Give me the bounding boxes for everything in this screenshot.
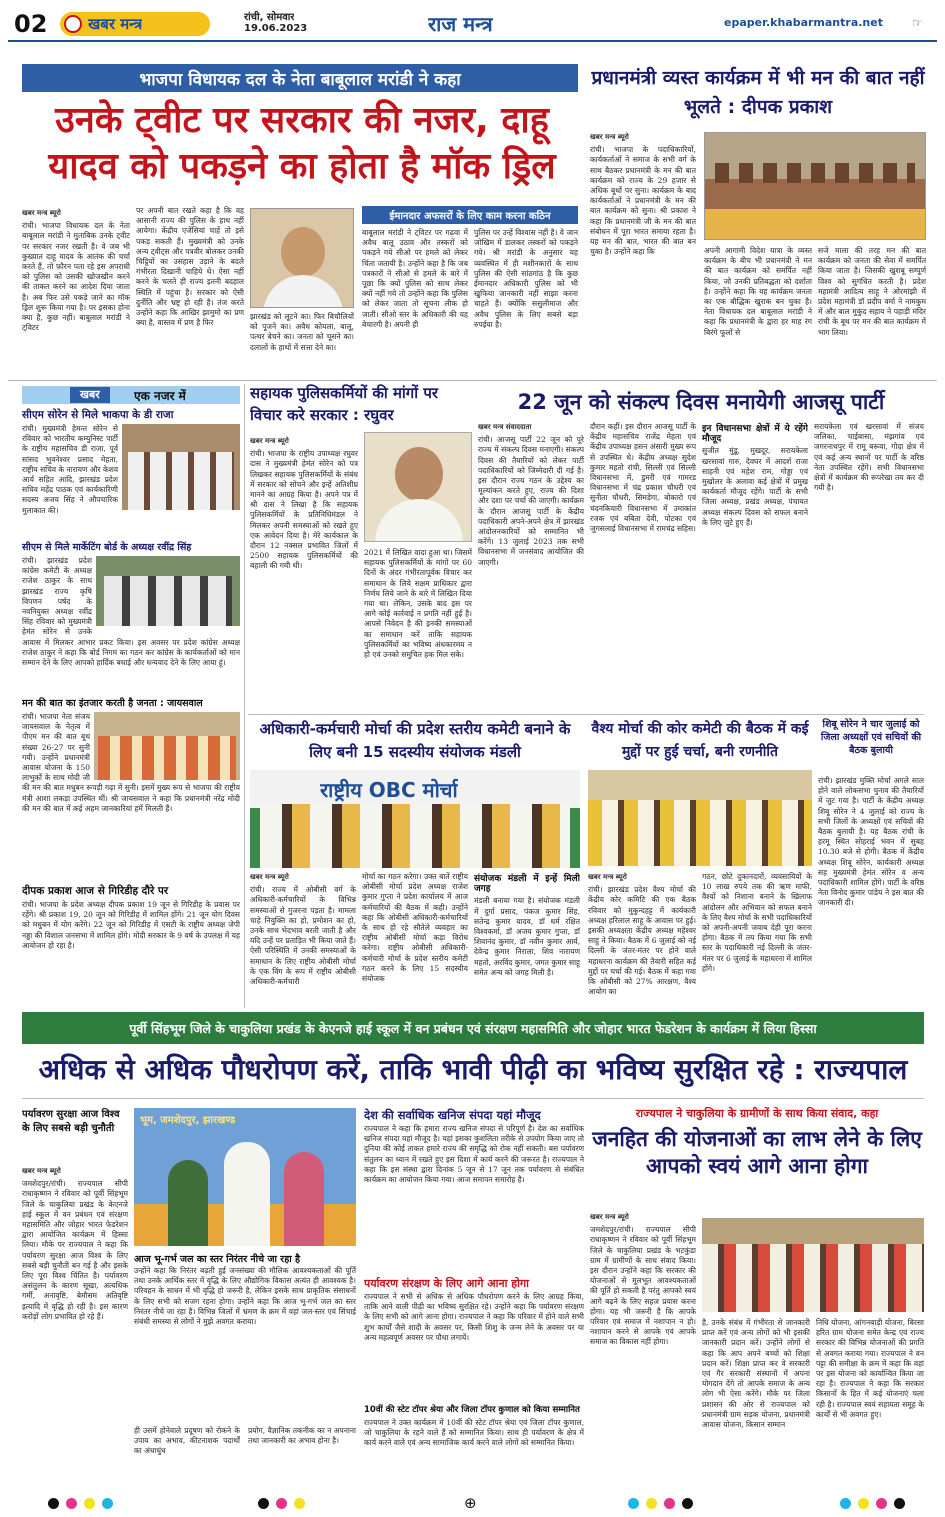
ek-nazar-item3-body <box>22 712 240 874</box>
reg-dot-yellow <box>84 1498 95 1509</box>
epaper-url[interactable]: epaper.khabarmantra.net <box>724 16 883 29</box>
masthead <box>8 6 937 42</box>
story8-sub1: आज भू-गर्भ जल का स्तर निरंतर नीचे जा रहा है <box>134 1254 301 1265</box>
ek-nazar-item4-head: दीपक प्रकाश आज से गिरिडीह दौरे पर <box>22 885 169 897</box>
story1-kicker: भाजपा विधायक दल के नेता बाबूलाल मरांडी ने कहा <box>22 64 578 92</box>
story1-body5: पुलिस पर उन्हें विश्वास नहीं है। वे जान जोखिम में डालकर तस्करों को पकड़ने गये। श्री मरांडी के अनुसार यह व्यवस्थित में ही मशीनकारों के साथ पुलिस की ऐसी सांठगांठ है कि कुछ ईमानदार अधिकारी पुलिस को भी खुफिया जानकारी नहीं साझा करना चाहते हैं। क्योंकि ससुलीमाज और अवैध पुलिस के लिए सबसे बड़ा रुपईया है। <box>474 228 578 329</box>
story5-col2 <box>362 872 468 1006</box>
story1-body2: पर अपनी बात रखते कहा है कि वह आसानी राज्य की पुलिस के हाथ नहीं आयेगा। केंद्रीय एजेंसियां चाहें तो इसे पकड़ सकती हैं। मुख्यमंत्री को उनके अन्य ट्वीट्स और पत्रवीर बोलकर उनकी चिट्ठियों का उसहास उड़ाने के बदले गंभीरता दिखानी चाहिये थे। ऐसा नहीं करने के चलते ही राज्य इतनी बदहाल स्थिति में पहुंचा है। सरकार को ऐसी दुर्नीति और भ्रष्ट्र हो रही है। तंज करते उन्होंने कहा कि आखिर झामुमो का प्रण क्या है, वास्तव में प्रण है फिर <box>136 206 244 328</box>
divider-left-col <box>244 384 245 1008</box>
story10-headline: जनहित की योजनाओं का लाभ लेने के लिए आपको स्वयं आगे आना होगा <box>592 1127 922 1178</box>
story5-body3: मंडली बनाया गया है। संयोजक मंडली में दुर्गा प्रसाद, पंकज कुमार सिंह, सतेन्द्र कुमार यादव, डॉ धर्म रक्षित विश्वकर्मा, डॉ अजय कुमार गुप्ता, डॉ शिवानंद कुमार, डॉ नवीन कुमार आर्य, देवेन्द्र कुमार निराला, शिव नारायण महतो, अरविंद कुमार, जगत कुमार साहू समेत अन्य को जगह मिली है। <box>474 896 580 977</box>
footer-registration-marks <box>8 1494 937 1512</box>
reg-dot-black <box>48 1498 59 1509</box>
reg-crosshair-icon: ⊕ <box>464 1495 477 1511</box>
ek-nazar-item1-body <box>22 424 240 532</box>
section-title: राज मन्त्र <box>428 12 493 36</box>
photo-people <box>98 736 236 780</box>
story1-body3: झारखंड को लूटने का। फिर बिचौलियों को पूजने का। अवैध कोयला, बालू, पत्थर बेचने का। जनता को चूसने का। दलालों के हाथों में सत्ता देने का। <box>250 312 354 352</box>
ek-nazar-item1-head: सीएम सोरेन से मिले भाकपा के डी राजा <box>22 409 174 421</box>
story7-col1 <box>818 776 924 1006</box>
ek-nazar-item3-text: रांची। भाजपा नेता संजय जायसवाल के नेतृत्व में पीएम मन की बात बूथ संख्या 26-27 पर सुनी गयी। उन्होंने प्रधानमंत्री आवास योजना के 150 लाभुकों के साथ मोदी जी की मन की बात मधुबन रूपड़ी गढ़ा में सुनी। इसमें मुख्य रूप से भाजपा की राष्ट्रीय मंत्री आशा लकड़ा उपस्थित थीं। श्री जायसवाल ने कहा कि प्रधानमंत्री नरेंद्र मोदी की मन की बात में कई अहम जानकारियां हमें मिलती हैं। <box>22 712 240 813</box>
ek-nazar-item2-body <box>22 556 240 692</box>
story5-sub1: संयोजक मंडली में इन्हें मिली जगह <box>474 874 580 895</box>
story5-headline: अधिकारी-कर्मचारी मोर्चा की प्रदेश स्तरीय कमेटी बनाने के लिए बनी 15 सदस्यीय संयोजक मंडली <box>259 720 571 761</box>
divider-bottom <box>22 1098 924 1099</box>
story2-byline: खबर मन्त्र ब्यूरो <box>590 133 629 141</box>
story3-col1 <box>250 436 358 712</box>
story10-body3: निधि योजना, आंगनबाड़ी योजना, बिरसा हरित ग्राम योजना समेत केन्द्र एवं राज्य सरकार की विभिन्न योजनाओं की प्रगति से अवगत कराया गया। राज्यपाल ने वन पट्टा की समीक्षा के क्रम में कहा कि वहां पर इस योजना को कार्यान्वित किया जा रहा है। राज्यपाल ने कहा कि सरकार किसानों के हित में कई योजनाएं चला रही है। राज्यपाल स्वयं सहायता समूह के कार्यों से भी अवगत हुए। <box>816 1318 924 1419</box>
photo-heads <box>715 163 915 183</box>
ek-nazar-khabar: खबर <box>70 387 110 403</box>
ravindra-singh-photo <box>96 556 240 626</box>
story6-body2: गठन, छोटे दुकानदारों, व्यवसायियों के 10 लाख रुपये तक की ऋण माफी, वैश्यों को निशाना बनाने के खिलाफ आंदोलन और अभियान को सफल बनाने के लिए वैश्य मोर्चा के सभी पदाधिकारियों को अपनी-अपनी जवाब देही पूरा करना होगा। बैठक में तय किया गया कि सभी स्तर के पदाधिकारी नई दिल्ली के जंतर-मंतर पर 6 जुलाई के महाधरना में शामिल होंगे। <box>702 872 812 973</box>
divider-mid <box>248 714 924 715</box>
story4-col3 <box>702 422 808 712</box>
story8-body1: जमशेदपुर/रांची। राज्यपाल सीपी राधाकृष्णन ने रविवार को पूर्वी सिंहभूम जिले के चाकुलिया प्रखंड के केएनजे हाई स्कूल में वन प्रबंधन एवं संरक्षण महासमिति और जोहार भारत फेडरेशन द्वारा आयोजित कार्यक्रम में हिस्सा लिया। मौके पर राज्यपाल ने कहा कि पर्यावरण सुरक्षा आज विश्व के लिए सबसे बड़ी चुनौती बन गई है और इसके लिए पूरा विश्व चिंतित है। पर्यावरण असंतुलन के कारण सूखा, अत्यधिक गर्मी, अनावृष्टि, बेमौसम अतिवृष्टि इत्यादि में वृद्धि हो रही है। इस कारण करोड़ों लोग प्रभावित हो रहे हैं। <box>22 1179 128 1321</box>
babulal-marandi-photo <box>250 208 354 308</box>
story8-col4 <box>248 1426 356 1486</box>
story1-col4 <box>362 228 468 376</box>
photo-crowd-row1 <box>705 179 926 209</box>
photo-people <box>260 804 570 868</box>
story6-body1: रांची। झारखंड प्रदेश वैश्य मोर्चा की केंद्रीय कोर कमिटि की एक बैठक रविवार को मुकुन्दहट्ट में कार्यकारी अध्यक्ष हरिलाल साहू के आवास पर हुई। इसकी अध्यक्षता केंद्रीय अध्यक्ष महेश्वर साहु ने किया। बैठक में 6 जुलाई को नई दिल्ली के जंतर-मंतर पर होने वाले महाधरना कार्यक्रम की तैयारी सहित कई मुद्दों पर चर्चा की गई। बैठक में कहा गया कि ओबीसी को 27% आरक्षण, वैश्य आयोग का <box>588 885 696 997</box>
photo-face <box>395 447 443 501</box>
photo-people <box>128 452 234 510</box>
story1-col1 <box>22 208 130 376</box>
story6-byline: खबर मन्त्र ब्यूरो <box>588 873 627 881</box>
reg-dot-black2 <box>258 1498 269 1509</box>
story8-byline: खबर मन्त्र ब्यूरो <box>22 1167 61 1175</box>
governor-villagers-photo <box>702 1218 924 1312</box>
story9-body3-text: राज्यपाल ने उक्त कार्यक्रम में 10वीं की स्टेट टॉपर श्रेया एवं जिला टॉपर कुणाल, जो चाकुलिया के रहने वाले हैं को सम्मानित किया। साथ ही पर्यावरण के क्षेत्र में कार्य करने वाले एवं अन्य सामाजिक कार्य करने वाले लोगों को सम्मानित किया। <box>364 1418 584 1448</box>
ek-nazar-item1-text: रांची। मुख्यमंत्री हेमन्त सोरेन से रविवार को भारतीय कम्युनिस्ट पार्टी के राष्ट्रीय महासचिव डी राजा, पूर्व सांसद भुवनेश्वर प्रसाद मेहता, राष्ट्रीय सचिव के नारायण और केशव आर्य सहित आदि, झारखंड प्रदेश सचिव महेंद्र पाठक एवं कार्यकारिणी सदस्य अजय सिंह ने औपचारिक मुलाकात की। <box>22 424 118 515</box>
story5-body1: रांची। राज्य में ओबीसी वर्ग के अधिकारी-कर्मचारियों के विभिन्न समस्याओं से गुजरना पड़ता है। मामला चाहे नियुक्ति का हो, प्रमोशन का हो, उनके साथ भेदभाव बरती जाती है और यदि उन्हें पर प्रताड़ित भी किया जाते हैं। ऐसी परिस्थिति में उनकी समस्याओं के समाधान के लिए राष्ट्रीय ओबीसी मोर्चा के एक विंग के रूप में राष्ट्रीय ओबीसी अधिकारी-कर्मचारी <box>250 885 356 987</box>
story2-headline: प्रधानमंत्री व्यस्त कार्यक्रम में भी मन की बात नहीं भूलते : दीपक प्रकाश <box>591 67 925 118</box>
ek-nazar-tag <box>22 386 240 404</box>
story1-byline: खबर मन्त्र ब्यूरो <box>22 209 61 217</box>
story9-body2 <box>364 1292 584 1400</box>
story4-body4: सरायकेला एवं खरसावां में संजय जलिका, चाईबासा, मंझगांव एवं जगरनाथपुर में रामू बरूवा, गोदा क्षेत्र में एवं कई अन्य स्थानों पर पार्टी के वरिष्ठ नेता उपस्थित रहेंगे। सभी विधानसभा क्षेत्रों में कार्यक्रम की रूपरेखा तय कर दी गयी है। <box>814 422 924 493</box>
story10-kicker: राज्यपाल ने चाकुलिया के ग्रामीणों के साथ किया संवाद, कहा <box>635 1107 879 1120</box>
story1-box-title: ईमानदार अफसरों के लिए काम करना कठिन <box>362 206 578 224</box>
masthead-date: 19.06.2023 <box>244 23 308 34</box>
story2-col3 <box>818 246 926 376</box>
reg-dot-cyan <box>102 1498 113 1509</box>
story2-body2: अपनी आगामी विदेश यात्रा के व्यस्त कार्यक्रम के बीच भी प्रधानमंत्री ने मन की बात कार्यक्रम को समर्पित नहीं किया, जो उनकी प्रतिबद्धता को दर्शाता है। उन्होंने कहा कि यह कार्यक्रम जनता का एक बौद्धिक खुराक बन चुका है। नेता विधायक दल बाबूलाल मरांडी ने कहा कि प्रधानमंत्री के द्वारा हर माह रंग बिरंगे फूलों से <box>704 246 812 337</box>
reg-dot-yellow2 <box>294 1498 305 1509</box>
story5-col3 <box>474 872 580 1006</box>
story9-body3 <box>364 1418 584 1486</box>
story3-body2: 2021 में लिखित वादा हुआ था। जिसमें सहायक पुलिसकर्मियों के मांगों पर 60 दिनों के अंदर गंभीरतापूर्वक विचार कर समाधान के लिये सक्षम प्राधिकार द्वारा निर्णय लिये जाने के बारे में लिखित दिया गया था। लेकिन, उसके बाद इस पर आगे कोई कार्रवाई न प्रगति नहीं हुई है। आपसे निवेदन है की इनकी समस्याओं का समाधान करें ताकि सहायक पुलिसकर्मियों का भविष्य अंधकारमय न हो एवं उनको समुचित हक मिल सके। <box>364 548 472 660</box>
story7-headline: शिबू सोरेन ने चार जुलाई को जिला अध्यक्षों एवं सचिवों की बैठक बुलायी <box>820 719 922 756</box>
story2-body1: रांची। भाजपा के पदाधिकारियों, कार्यकर्ताओं ने समाज के सभी वर्ग के साथ बैठकर प्रधानमंत्री के मन की बात कार्यक्रम को राज्य के 29 हजार से अधिक बूथों पर सुना। कार्यक्रम के बाद कार्यकर्ताओं ने प्रधानमंत्री के मन की बात कार्यक्रम को सुना। श्री प्रकाश ने कहा कि प्रधानमंत्री जी के मन की बात संबोधन में पूरा भारत समाया रहता है। यह मन की बात, भारत की बात बन चुका है। उन्होंने कहा कि <box>590 145 696 257</box>
banner-headline: अधिक से अधिक पौधरोपण करें, ताकि भावी पीढ़ी का भविष्य सुरक्षित रहे : राज्यपाल <box>38 1053 908 1086</box>
bjp-mann-ki-baat-photo <box>704 132 926 240</box>
story2-col2 <box>704 246 812 376</box>
story6-col1 <box>588 872 696 1006</box>
story1-body1: रांची। भाजपा विधायक दल के नेता बाबूलाल मरांडी ने मुताबिक उनके ट्वीट पर सरकार नजर रखती है। वे जब भी कुख्यात दाहू यादव के आतंक की चर्चा करते हैं, तो फ़ौरन पता रहे इस अपराधी को पुलिस को उसकी खोजखीन करने की ताकत करने का आदेश दिया जाता है। अब फिर उसे पकड़े जाने का मॉक ड्रिल शुरू किया गया है। पर इसका होना क्या है, कुछ नहीं। बाबूलाल मरांडी ने ट्विटर <box>22 221 130 333</box>
brand-logo <box>60 12 210 36</box>
banner-strip: पूर्वी सिंहभूम जिले के चाकुलिया प्रखंड के केएनजे हाई स्कूल में वन प्रबंधन एवं संरक्षण महासमिति और जोहार भारत फेडरेशन के कार्यक्रम में लिया हिस्सा <box>22 1012 924 1044</box>
photo-crowd-row2 <box>705 209 926 240</box>
reg-dot-cyan4 <box>840 1498 851 1509</box>
photo-shoulders <box>263 275 343 308</box>
story10-body2: है, उनके संबंध में गंभीरता से जानकारी प्राप्त करें एवं अन्य लोगों को भी इसकी जानकारी प्रदान करें। उन्होंने लोगों से कहा कि आप अपने बच्चों को शिक्षा प्रदान करें। शिक्षा प्राप्त कर वे सरकारी एवं गैर सरकारी संस्थानों में अपना योगदान देंगे तो आपके समाज के अन्य लोग भी ऐसा करेंगे। मौके पर जिला प्रशासन की ओर से राज्यपाल को प्रधानमंत्री ग्राम सड़क योजना, प्रधानमंत्री आवास योजना, किसान सम्मान <box>702 1318 810 1430</box>
reg-dot-yellow3 <box>646 1498 657 1509</box>
jaiswal-photo <box>94 712 240 780</box>
photo-shoulders <box>375 499 463 542</box>
ek-nazar-title: एक नजर में <box>134 389 186 403</box>
story10-col3 <box>816 1318 924 1486</box>
story4-byline: खबर मन्त्र संवाददाता <box>478 423 532 431</box>
photo-face <box>281 227 325 277</box>
story9-sub2: 10वीं की स्टेट टॉपर श्रेया और जिला टॉपर कुणाल को किया सम्मानित <box>364 1405 580 1415</box>
reg-dot-magenta <box>66 1498 77 1509</box>
story5-body2: मोर्चा का गठन करेगा। उक्त बातें राष्ट्रीय ओबीसी मोर्चा प्रदेश अध्यक्ष राजेश कुमार गुप्ता ने प्रदेश कार्यालय में आज कर्मचारियों की बैठक में कही। उन्होंने कहा कि ओबीसी अधिकारी-कर्मचारियों के साथ हो रहे सौतेले व्यवहार का राष्ट्रीय ओबीसी मोर्चा कड़ा विरोध करेगा। राष्ट्रीय ओबीसी अधिकारी-कर्मचारी मोर्चा के प्रदेश स्तरीय कमेटी गठन करने के लिए 15 सदस्यीय संयोजक <box>362 872 468 984</box>
story3-headline: सहायक पुलिसकर्मियों की मांगों पर विचार करे सरकार : रघुवर <box>250 384 439 424</box>
ek-nazar-item2-head: सीएम से मिले मार्केटिंग बोर्ड के अध्यक्ष रवींद्र सिंह <box>22 542 192 553</box>
story8-col1 <box>22 1166 128 1486</box>
reg-dot-black4 <box>894 1498 905 1509</box>
story1-col2 <box>136 206 244 376</box>
reg-dot-magenta2 <box>276 1498 287 1509</box>
photo-banner-text: राष्ट्रीय OBC मोर्चा <box>320 778 458 802</box>
story1-headline: उनके ट्वीट पर सरकार की नजर, दाहू यादव को पकड़ने का होता है मॉक ड्रिल <box>48 100 556 187</box>
reg-dot-cyan3 <box>628 1498 639 1509</box>
story5-byline: खबर मन्त्र ब्यूरो <box>250 873 289 881</box>
story1-col5 <box>474 228 578 376</box>
story2-body3: सजे माला की तरह मन की बात कार्यक्रम को जनता की सेवा में समर्पित किया जाता है। जिसकी खुशबू सम्पूर्ण विश्व को सुगंधित करती है। प्रदेश महामंत्री आदित्य साहू ने ओरमांझी में प्रदेश महामंत्री डॉ प्रदीप वर्मा ने नामकुम में और बाल मुकुंद सहाय ने पहाड़ी मंदिर रांची के बूथ पर मन की बात कार्यक्रम में भाग लिया। <box>818 246 926 337</box>
story4-col4 <box>814 422 924 712</box>
photo-figure3 <box>168 1160 208 1246</box>
story6-headline: वैश्य मोर्चा की कोर कमेटी की बैठक में कई मुद्दों पर हुई चर्चा, बनी रणनीति <box>591 721 809 760</box>
story4-body2: दौरान कहीं। इस दौरान आजसू पार्टी के केंद्रीय महासचिव राजेंद्र मेहता एवं केंद्रीय उपाध्यक्ष हसन अंसारी मुख्य रूप से उपस्थित थे। केंद्रीय अध्यक्ष सुदेश कुमार महतो रांची, सिल्ली एवं सिल्ली विधानसभा में, डुमरी एवं गामरड विधानसभा में चंद्र प्रकाश चौधरी एवं सुनीता चौधरी, सिमडेगा, बोकारो एवं चंदनकियारी विधानसभा में उमाकांत रजक एवं बबिता देवी, पोटका एवं जुगसलाई विधानसभा में रामचंद्र सहिस। <box>590 422 696 534</box>
story1-body4: बाबूलाल मरांडी ने ट्विटर पर गढ़वा में अवैध बालू उठाव और तस्करों को पकड़ने गये सीओ पर हमले को लेकर चिंता जतायी है। उन्होंने कहा है कि जब पत्रकारों ने सीओ से हमले के बारे में पूछा कि क्यों पुलिस को साथ लेकर क्यों नहीं गये तो उन्होंने कहा कि पुलिस को लेकर जाता तो सूचना लीक हो जाती। सीओ स्तर के अधिकारी की यह बेचारगी है। अपनी ही <box>362 228 468 329</box>
photo-people <box>588 800 812 866</box>
story9-sub1: पर्यावरण संरक्षण के लिए आगे आना होगा <box>364 1277 529 1290</box>
pointer-icon: ☞ <box>912 16 923 30</box>
story1-col3 <box>250 312 354 376</box>
page-number: 02 <box>14 10 48 38</box>
brand-name: खबर मन्त्र <box>88 15 143 33</box>
story9-body1-text: राज्यपाल ने कहा कि हमारा राज्य खनिज संपदा से परिपूर्ण है। देश का सर्वाधिक खनिज संपदा यहां मौजूद है। यहां इसका कुशलिता तरीके से उपयोग किया जाए तो दुनिया की कोई ताकत हमारे राज्य की समृद्धि को रोक नहीं सकती। बस पर्यावरण संतुलन का ध्यान में रखते हुए इस दिशा में कार्य करने की जरूरत है। राज्यपाल ने कहा कि इस संस्था द्वारा दिनांक 5 जून से 17 जून तक पर्यावरण से संबंधित कार्यक्रम का आयोजन किया गया। आज समापन समारोह है। <box>364 1124 584 1185</box>
governor-event-photo <box>134 1108 356 1246</box>
story3-byline: खबर मन्त्र ब्यूरो <box>250 437 289 445</box>
ek-nazar-item4-body <box>22 900 240 1004</box>
story8-body3: ही उसमें होनेवाले प्रदूषण को रोकने के उपाय का अभाव, कीटनाशक पदार्थों का अंधाधुंध <box>134 1426 240 1456</box>
story3-col2 <box>364 548 472 712</box>
photo-people <box>104 576 232 626</box>
photo-people <box>702 1244 924 1312</box>
logo-icon <box>64 15 82 33</box>
reg-dot-black3 <box>682 1498 693 1509</box>
reg-dot-magenta4 <box>876 1498 887 1509</box>
story4-sub1: इन विधानसभा क्षेत्रों में ये रहेंगे मौजूद <box>702 424 808 445</box>
masthead-city-day: रांची, सोमवार <box>244 12 295 23</box>
story8-col3 <box>134 1426 240 1486</box>
story4-col2 <box>590 422 696 712</box>
story6-col2 <box>702 872 812 1006</box>
divider-row1 <box>8 380 937 381</box>
photo-banner-text: भूम, जमशेदपुर, झारखण्ड <box>140 1115 236 1126</box>
story9-headline: देश की सर्वाधिक खनिज संपदा यहां मौजूद <box>364 1108 541 1122</box>
story7-body1: रांची। झारखंड मुक्ति मोर्चा अगले साल होने वाले लोकसभा चुनाव की तैयारियों में जुट गया है। पार्टी के केंद्रीय अध्यक्ष शिबू सोरेन ने 4 जुलाई को राज्य के सभी जिलों के अध्यक्षों एवं सचिवों की बैठक बुलायी है। यह बैठक रांची के हरमू स्थित सोहराई भवन में सुबह 10.30 बजे से होगी। बैठक में केंद्रीय अध्यक्ष शिबू सोरेन, कार्यकारी अध्यक्ष सह मुख्यमंत्री हेमंत सोरेन व अन्य पदाधिकारी शामिल होंगे। पार्टी के वरिष्ठ नेता विनोद कुमार पांडेय ने इस बात की जानकारी दी। <box>818 776 924 908</box>
ek-nazar-item4-text: रांची। भाजपा के प्रदेश अध्यक्ष दीपक प्रकाश 19 जून से गिरिडीह के प्रवास पर रहेंगे। श्री प्रकाश 19, 20 जून को गिरिडीह में शामिल होंगे। 21 जून योग दिवस को मधुबन में योग करेंगे। 22 जून को गिरिडीह में एसटी के राष्ट्रीय अध्यक्ष जेपी नड्डा की विशाल जनसभा में शामिल होंगे। मोदी सरकार के 9 वर्ष के उपलक्ष में यह आयोजन हो रहा है। <box>22 900 240 950</box>
story4-body3: सुजीत मुंडू, मुखदूर, सरायकेला खरसावां गारु, देवघर में आदर्श राजा साहनी एवं महेश राम, गोड्डा एवं मुखोलर के अलावा कई क्षेत्रों में प्रमुख कार्यकर्ता मौजूद रहेंगे। पार्टी के सभी जिला अध्यक्ष, प्रखंड अध्यक्ष, पंचायत अध्यक्ष संकल्प दिवस को सफल बनाने के लिए जुटे हुए हैं। <box>702 446 808 527</box>
story8-side-head: पर्यावरण सुरक्षा आज विश्व के लिए सबसे बड़ी चुनौती <box>22 1109 120 1134</box>
photo-figure2 <box>284 1152 324 1246</box>
cm-meeting-photo <box>122 424 240 510</box>
story10-col1 <box>590 1212 696 1486</box>
story4-body1: रांची। आजसू पार्टी 22 जून को पूरे राज्य में संकल्प दिवस मनाएगी। संकल्प दिवस की तैयारियों को लेकर पार्टी पदाधिकारियों को जिम्मेदारी दी गई है। इस दौरान राज्य गठन के उद्देश्य का मूल्यांकन करते हुए, राज्य की दिशा और दशा पर चर्चा की जाएगी। कार्यक्रम के दौरान आजसू पार्टी के केंद्रीय पदाधिकारी अपने-अपने क्षेत्र में झारखंड आंदोलनकारियों को सम्मानित भी करेंगे। 13 जुलाई 2023 तक सभी विधानसभा में जनसंवाद आयोजित की जाएगी। <box>478 435 584 567</box>
story4-headline: 22 जून को संकल्प दिवस मनायेगी आजसू पार्टी <box>517 390 885 414</box>
story8-body2 <box>134 1266 356 1386</box>
vaishya-morcha-photo <box>588 770 812 866</box>
story9-body1 <box>364 1124 584 1270</box>
story3-body1: रांची। भाजपा के राष्ट्रीय उपाध्यक्ष रघुवर दास ने मुख्यमंत्री हेमंत सोरेन को पत्र लिखकर सहायक पुलिसकर्मियों के संबंध में सरकार को सोचने और इन्हें अतिशीघ्र मानने का आग्रह किया है। अपने पत्र में श्री दास ने लिखा है कि सहायक पुलिसकर्मियों के प्रतिनिधिमंडल ने मिलकर अपनी समस्याओं को रखते हुए एक आवेदन दिया है। मेरे कार्यकाल के दौरान 12 नक्सल प्रभावित जिलों में 2500 सहायक पुलिसकर्मियों की बहाली की गयी थी। <box>250 449 358 571</box>
story4-col1 <box>478 422 584 712</box>
reg-dot-yellow4 <box>858 1498 869 1509</box>
story9-body2-text: राज्यपाल ने सभी से अधिक से अधिक पौधरोपण करने के लिए आग्रह किया, ताकि आने वाली पीढ़ी का भविष्य सुरक्षित रहे। उन्होंने कहा कि पर्यावरण संरक्षण के लिए सभी को आगे आना होगा। राज्यपाल ने कहा कि परिवार में होने वाले सभी शुभ कार्यों जैसे शादी के अवसर पर, किसी शिशु के जन्म लेने के अवसर पर या अन्य महत्वपूर्ण अवसर पर पौधा लगायें। <box>364 1292 584 1342</box>
story2-col1 <box>590 132 696 376</box>
reg-dot-magenta3 <box>664 1498 675 1509</box>
story10-col2 <box>702 1318 810 1486</box>
raghubar-das-photo <box>364 432 472 542</box>
story8-body2-text: उन्होंने कहा कि निरंतर बढ़ती हुई जनसंख्या की मौलिक आवश्यकताओं की पूर्ति तथा उनके आर्थिक स्तर में वृद्धि के लिए औद्योगिक विकास अत्यंत ही आवश्यक है। परिवहन के साधन में भी वृद्धि हो जरूरी है, लेकिन इसके साथ प्राकृतिक संसाधनों के लिए सभी को सजग रहना होगा। उन्होंने कहा कि आज भू-गर्भ जल का स्तर निरंतर नीचे जा रहा है। विभिन्न जिलों में भ्रमण के क्रम में वहां जल-स्तर एवं सिंचाई संबंधी समस्या से लोगों ने मुझे अवगत कराया। <box>134 1266 356 1327</box>
story5-col1 <box>250 872 356 1006</box>
story10-body1: जमशेदपुर/रांची। राज्यपाल सीपी राधाकृष्णन ने रविवार को पूर्वी सिंहभूम जिले के चाकुलिया प्रखंड के भटकुंडा ग्राम में ग्रामीणों के साथ संवाद किया। इस दौरान उन्होंने कहा कि सरकार की योजनाओं से मूलभूत आवश्यकताओं की पूर्ति हो सकती है परंतु आपको स्वयं आगे बढ़ने के लिए सहज प्रयास करना होगा। यह भी जरूरी है कि आपके परिवार एवं समाज में नशापान न हो। नशापान करने से आपके एवं आपके समाज का विकास नहीं होगा। <box>590 1225 696 1347</box>
story10-byline: खबर मन्त्र ब्यूरो <box>590 1213 629 1221</box>
story8-body4: प्रयोग, वैज्ञानिक तकनीक का न अपनाना तथा जानकारी का अभाव होना है। <box>248 1426 356 1446</box>
ek-nazar-item2-text: रांची। झारखंड प्रदेश कांग्रेस कमेटी के अध्यक्ष राजेश ठाकुर के साथ झारखंड राज्य कृषि विपणन पर्षद के नवनियुक्त अध्यक्ष रवींद्र सिंह रविवार को मुख्यमंत्री हेमंत सोरेन से उनके आवास में मिलकर आभार प्रकट किया। इस अवसर पर प्रदेश कांग्रेस अध्यक्ष राजेश ठाकुर ने कहा कि बोर्ड निगम का गठन कर कांग्रेस के कार्यकर्ताओं को मान सम्मान देने के लिए आपको हार्दिक बधाई और धन्यवाद देने के लिए आया हूं। <box>22 556 240 668</box>
obc-morcha-photo <box>250 770 580 868</box>
photo-figure1 <box>224 1142 270 1246</box>
ek-nazar-item3-head: मन की बात का इंतजार करती है जनता : जायसवाल <box>22 698 203 709</box>
